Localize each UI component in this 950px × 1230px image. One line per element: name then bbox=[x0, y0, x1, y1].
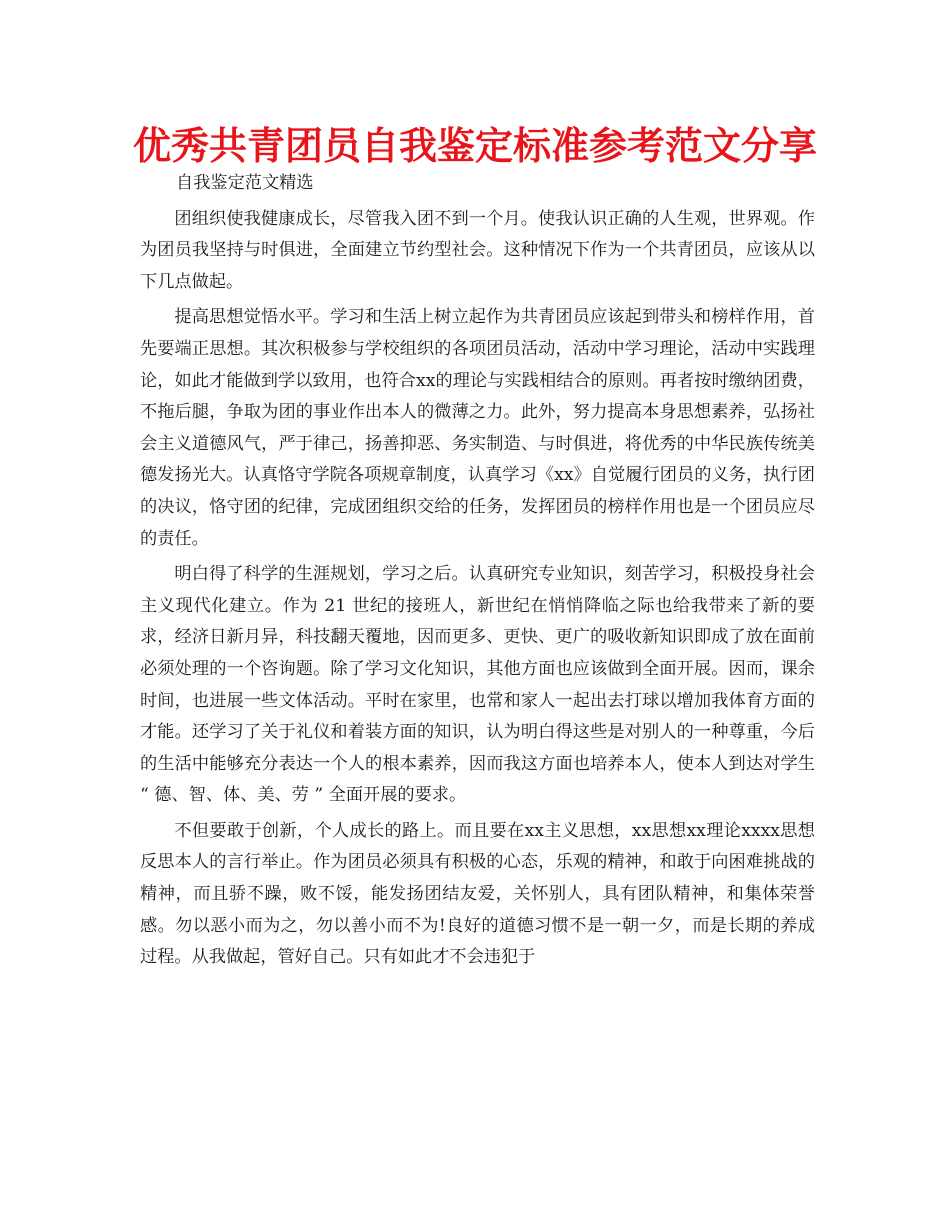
paragraph-3: 明白得了科学的生涯规划，学习之后。认真研究专业知识，刻苦学习，积极投身社会主义现代化建立。作为 21 世纪的接班人，新世纪在悄悄降临之际也给我带来了新的要求，经济日新月异，科技翻天覆地，因而更多、更快、更广的吸收新知识即成了放在面前必须处理的一个咨询题。除了学习文化知识，其他方面也应该做到全面开展。因而，课余时间，也进展一些文体活动。平时在家里，也常和家人一起出去打球以增加我体育方面的才能。还学习了关于礼仪和着装方面的知识，认为明白得这些是对别人的一种尊重，今后的生活中能够充分表达一个人的根本素养，因而我这方面也培养本人，使本人到达对学生 “ 德、智、体、美、劳 ” 全面开展的要求。 bbox=[140, 564, 815, 806]
document-subtitle: 自我鉴定范文精选 bbox=[176, 173, 314, 193]
document-body bbox=[140, 168, 815, 974]
paragraph-2: 提高思想觉悟水平。学习和生活上树立起作为共青团员应该起到带头和榜样作用，首先要端正思想。其次积极参与学校组织的各项团员活动，活动中学习理论，活动中实践理论，如此才能做到学以致用，也符合xx的理论与实践相结合的原则。再者按时缴纳团费，不拖后腿，争取为团的事业作出本人的微薄之力。此外，努力提高本身思想素养，弘扬社会主义道德风气，严于律己，扬善抑恶、务实制造、与时俱进，将优秀的中华民族传统美德发扬光大。认真恪守学院各项规章制度，认真学习《xx》自觉履行团员的义务，执行团的决议，恪守团的纪律，完成团组织交给的任务，发挥团员的榜样作用也是一个团员应尽的责任。 bbox=[140, 307, 815, 549]
paragraph-1: 团组织使我健康成长，尽管我入团不到一个月。使我认识正确的人生观，世界观。作为团员我坚持与时俱进，全面建立节约型社会。这种情况下作为一个共青团员，应该从以下几点做起。 bbox=[140, 208, 815, 292]
paragraph-4: 不但要敢于创新，个人成长的路上。而且要在xx主义思想，xx思想xx理论xxxx思想反思本人的言行举止。作为团员必须具有积极的心态，乐观的精神，和敢于向困难挑战的精神，而且骄不躁，败不馁，能发扬团结友爱，关怀别人，具有团队精神，和集体荣誉感。勿以恶小而为之，勿以善小而不为!良好的道德习惯不是一朝一夕，而是长期的养成过程。从我做起，管好自己。只有如此才不会违犯于 bbox=[140, 820, 815, 968]
document-title: 优秀共青团员自我鉴定标准参考范文分享 bbox=[132, 124, 817, 168]
